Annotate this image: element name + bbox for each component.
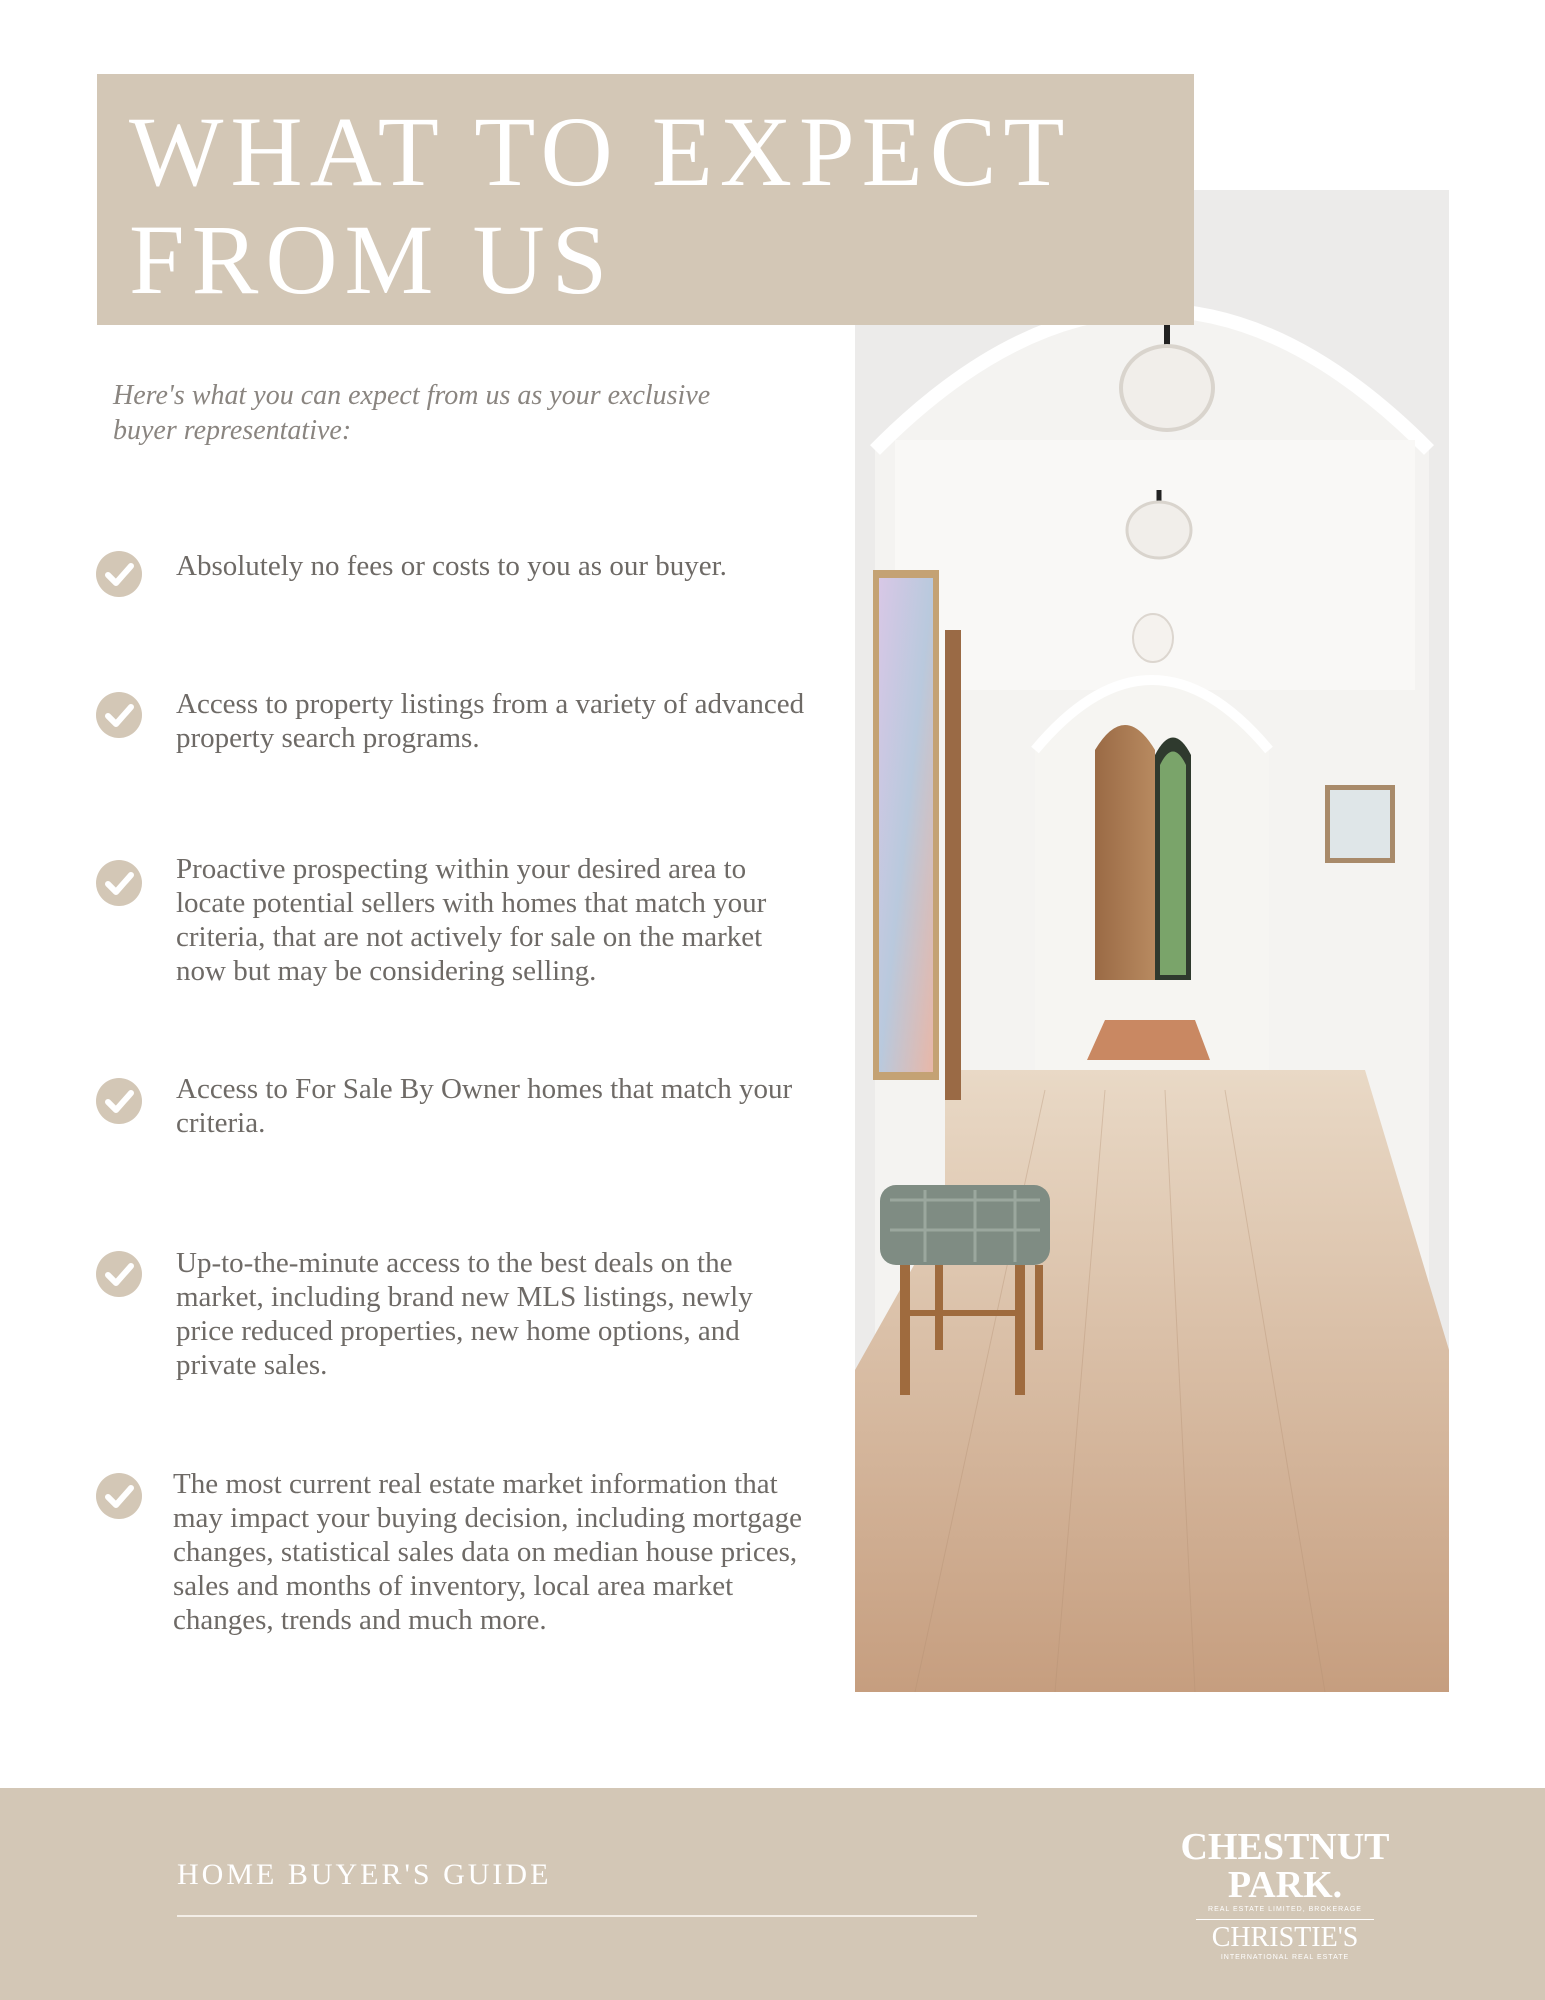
- list-item-text: Access to property listings from a variety of advanced property search programs.: [176, 688, 805, 754]
- hallway-photo: [855, 190, 1449, 1692]
- list-item-text: Proactive prospecting within your desired area to locate potential sellers with homes that match your criteria, that are not actively for sale on the market now but may be considering selling.: [176, 853, 767, 987]
- intro-text: Here's what you can expect from us as your exclusive buyer representative:: [113, 380, 711, 446]
- list-item-text: Access to For Sale By Owner homes that match your criteria.: [176, 1073, 793, 1139]
- page-title-line-2: FROM US: [129, 204, 615, 315]
- list-item-text: Absolutely no fees or costs to you as our buyer.: [176, 550, 727, 582]
- logo-line-3: CHRISTIE'S: [1211, 1922, 1359, 1953]
- brand-logo: [1180, 1826, 1390, 1961]
- logo-line-1: CHESTNUT: [1180, 1826, 1390, 1868]
- logo-line-2: PARK.: [1227, 1864, 1343, 1906]
- footer-divider: [177, 1915, 977, 1917]
- footer: [0, 1788, 1545, 2000]
- page-title-line-1: WHAT TO EXPECT: [129, 96, 1072, 207]
- title-banner: [97, 74, 1194, 325]
- footer-label: HOME BUYER'S GUIDE: [177, 1858, 552, 1891]
- check-circle-icon: [96, 1078, 142, 1124]
- check-circle-icon: [96, 551, 142, 597]
- check-circle-icon: [96, 1251, 142, 1297]
- list-item-text: Up-to-the-minute access to the best deals on the market, including brand new MLS listings, newly price reduced properties, new home options, and private sales.: [176, 1247, 753, 1381]
- list-item-text: The most current real estate market information that may impact your buying decision, including mortgage changes, statistical sales data on median house prices, sales and months of inventory, local area market changes, trends and much more.: [173, 1468, 803, 1636]
- logo-tagline: REAL ESTATE LIMITED, BROKERAGE: [1208, 1906, 1362, 1913]
- logo-subline: INTERNATIONAL REAL ESTATE: [1220, 1954, 1350, 1961]
- check-circle-icon: [96, 692, 142, 738]
- check-circle-icon: [96, 1473, 142, 1519]
- check-circle-icon: [96, 860, 142, 906]
- logo-divider: [1196, 1919, 1374, 1920]
